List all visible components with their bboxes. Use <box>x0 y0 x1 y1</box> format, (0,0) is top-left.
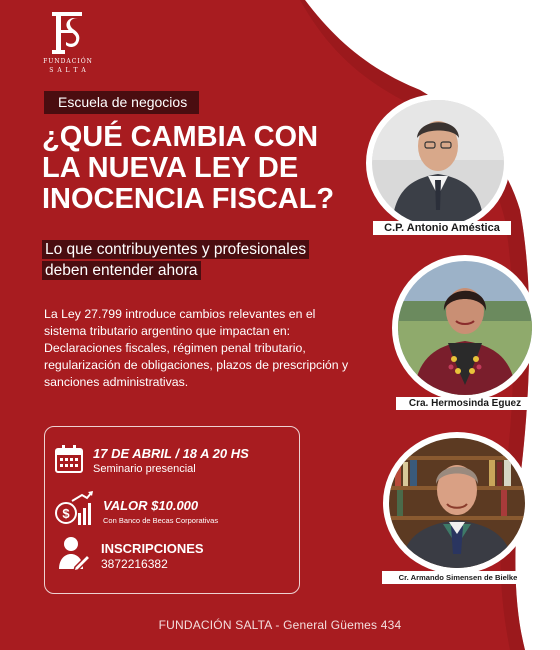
page-title: ¿QUÉ CAMBIA CON LA NUEVA LEY DE INOCENCIA FISCAL? <box>42 121 335 215</box>
section-tag: Escuela de negocios <box>44 91 199 114</box>
money-growth-icon <box>54 491 94 527</box>
logo-text-line2: S A L T A <box>49 67 87 74</box>
svg-text:$: $ <box>62 506 70 521</box>
event-price-note: Con Banco de Becas Corporativas <box>103 516 219 525</box>
event-info-box <box>44 426 300 594</box>
subtitle-line2: deben entender ahora <box>42 261 201 280</box>
speaker-photo-2 <box>392 255 538 401</box>
logo-text-line1: FUNDACIÓN <box>43 58 93 65</box>
logo <box>40 10 96 74</box>
speaker-name-2: Cra. Hermosinda Eguez <box>396 397 534 410</box>
speaker-photo-1 <box>366 94 510 232</box>
calendar-icon <box>54 444 84 474</box>
speaker-name-3: Cr. Armando Simensen de Bielke <box>382 571 534 584</box>
description-text: La Ley 27.799 introduce cambios relevantes en el sistema tributario argentino que impactan en: Declaraciones fiscales, régimen penal tributario, regularización de obligaciones, plazos de prescripción y sanciones administrativas. <box>44 307 349 389</box>
registration-phone[interactable]: 3872216382 <box>101 557 168 571</box>
speaker-photo-3 <box>383 432 531 574</box>
event-price: VALOR $10.000 <box>103 498 199 513</box>
person-edit-icon <box>57 535 91 573</box>
subtitle-line1: Lo que contribuyentes y profesionales <box>42 240 309 259</box>
event-date: 17 DE ABRIL / 18 A 20 HS <box>93 446 249 461</box>
speaker-name-1: C.P. Antonio Améstica <box>373 221 511 235</box>
registration-label: INSCRIPCIONES <box>101 541 204 556</box>
event-type: Seminario presencial <box>93 463 196 475</box>
footer-address: FUNDACIÓN SALTA - General Güemes 434 <box>158 618 402 632</box>
logo-monogram-icon <box>49 10 87 56</box>
subtitle <box>42 239 342 281</box>
